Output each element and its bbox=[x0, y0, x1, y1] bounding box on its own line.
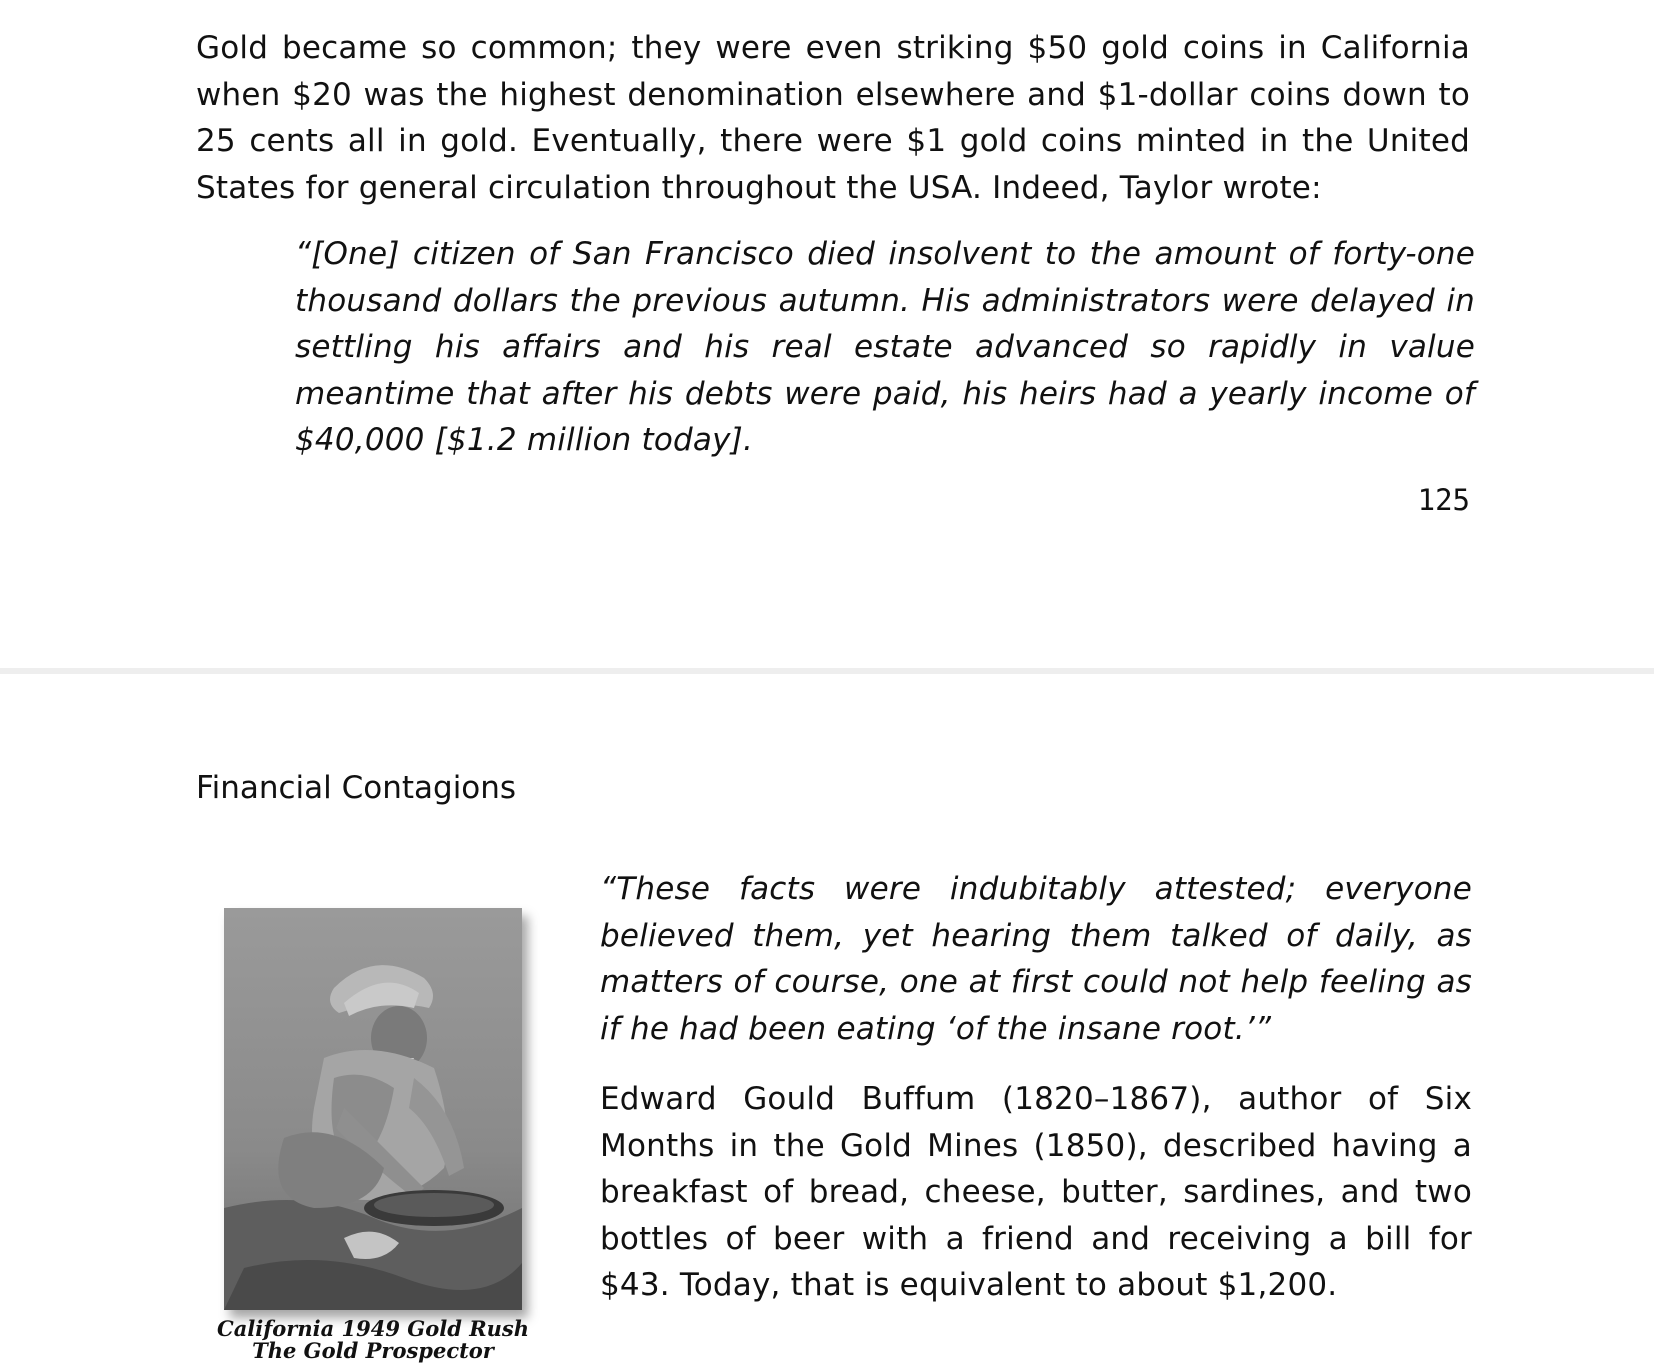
body-paragraph: Gold became so common; they were even striking $50 gold coins in California when $20 was the highest denomination elsewhere and $1-dollar coins down to 25 cents all in gold. Eventually, there were $1 gold coins minted in the United States for general circulation throughout the USA. Indeed, Taylor wrote: bbox=[196, 30, 1470, 206]
gold-prospector-photo bbox=[224, 908, 522, 1310]
photo-caption-subtitle: The Gold Prospector bbox=[252, 1338, 494, 1363]
top-page bbox=[0, 0, 1654, 668]
block-quote: “These facts were indubitably attested; everyone believed them, yet hearing them talked of daily, as matters of course, one at first could not help feeling as if he had been eating ‘of the insane root.’” bbox=[600, 871, 1472, 1047]
body-paragraph: Edward Gould Buffum (1820–1867), author of Six Months in the Gold Mines (1850), described having a breakfast of bread, cheese, butter, sardines, and two bottles of beer with a friend and receiving a bill for $43. Today, that is equivalent to about $1,200. bbox=[600, 1081, 1472, 1303]
page-number: 125 bbox=[1417, 483, 1470, 517]
photo-caption: California 1949 Gold Rush bbox=[216, 1316, 530, 1341]
running-head: Financial Contagions bbox=[196, 770, 517, 806]
block-quote: “[One] citizen of San Francisco died insolvent to the amount of forty-one thousand dollars the previous autumn. His administrators were delayed in settling his affairs and his real estate advanced so rapidly in value meantime that after his debts were paid, his heirs had a yearly income of $40,000 [$1.2 million today]. bbox=[295, 236, 1475, 458]
